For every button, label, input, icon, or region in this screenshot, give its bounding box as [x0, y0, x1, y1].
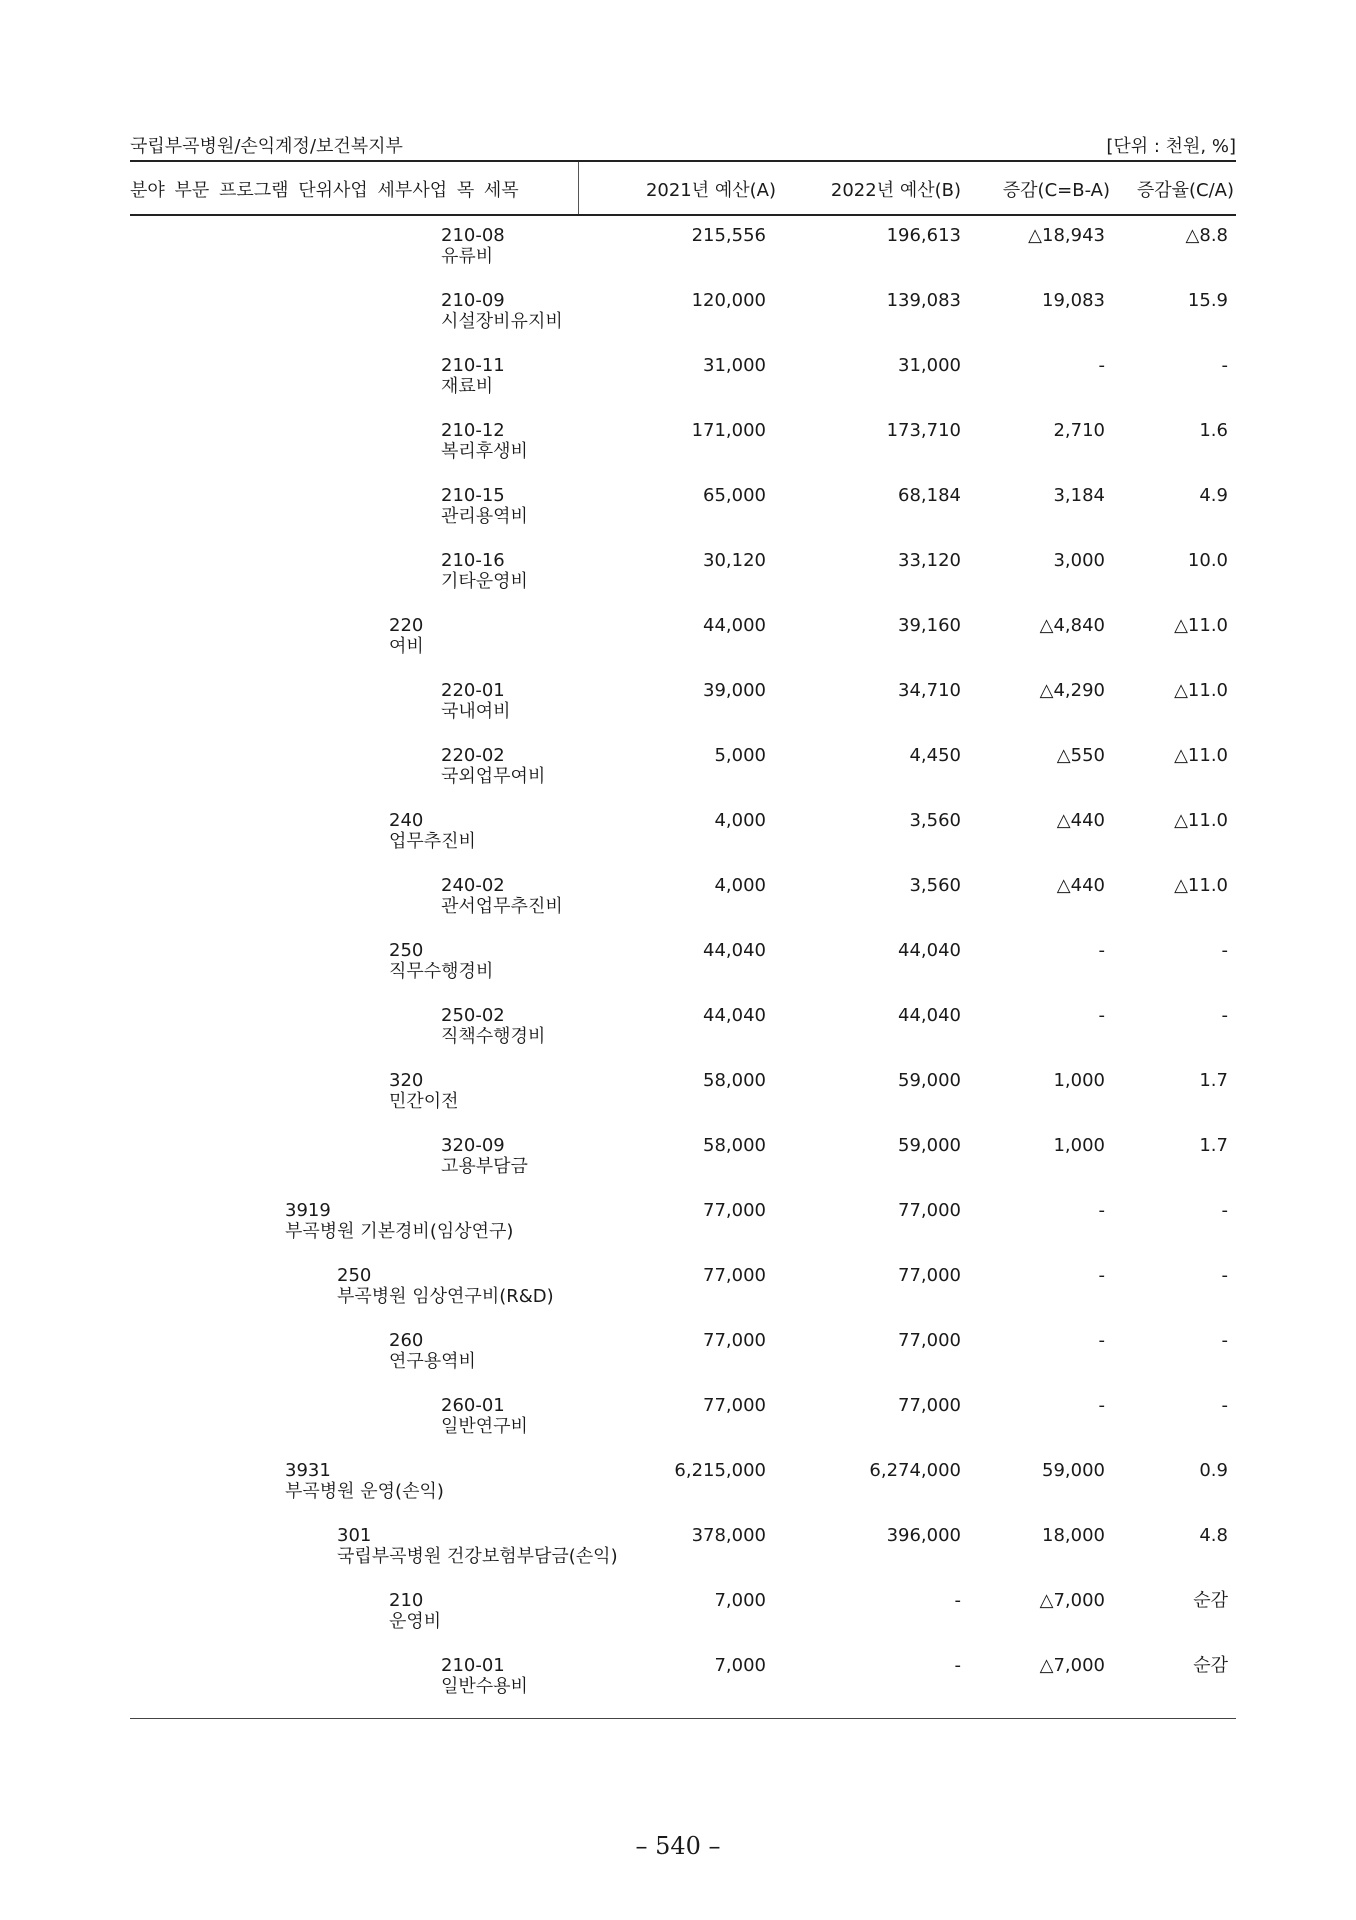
budget-2022-value: 77,000	[898, 1265, 961, 1286]
budget-2022-value: 77,000	[898, 1330, 961, 1351]
change-value: △440	[1056, 875, 1105, 896]
item-name: 유류비	[441, 246, 494, 267]
budget-2021-value: 7,000	[714, 1655, 766, 1676]
item-code: 210-12	[441, 420, 505, 441]
item-name: 부곡병원 임상연구비(R&D)	[337, 1286, 554, 1307]
budget-2022-value: -	[954, 1590, 961, 1611]
column-header-category: 분야 부문 프로그램 단위사업 세부사업 목 세목	[130, 180, 519, 201]
table-row	[130, 1200, 1236, 1265]
budget-2022-value: 31,000	[898, 355, 961, 376]
change-value: -	[1098, 1395, 1105, 1416]
change-rate-value: 1.7	[1199, 1135, 1228, 1156]
item-name: 국내여비	[441, 701, 511, 722]
budget-2021-value: 171,000	[691, 420, 766, 441]
item-code: 220	[389, 615, 424, 636]
item-code: 240	[389, 810, 424, 831]
budget-2021-value: 31,000	[703, 355, 766, 376]
budget-2022-value: 34,710	[898, 680, 961, 701]
item-name: 국립부곡병원 건강보험부담금(손익)	[337, 1546, 618, 1567]
table-row	[130, 1265, 1236, 1330]
change-value: △4,290	[1039, 680, 1105, 701]
budget-2022-value: 139,083	[886, 290, 961, 311]
change-rate-value: -	[1221, 1395, 1228, 1416]
item-code: 3931	[285, 1460, 331, 1481]
change-value: △7,000	[1039, 1655, 1105, 1676]
change-value: 3,000	[1053, 550, 1105, 571]
budget-2022-value: 3,560	[909, 810, 961, 831]
item-name: 복리후생비	[441, 441, 528, 462]
table-row	[130, 485, 1236, 550]
change-rate-value: -	[1221, 355, 1228, 376]
budget-2022-value: 33,120	[898, 550, 961, 571]
budget-item	[441, 875, 563, 917]
table-row	[130, 1590, 1236, 1655]
change-value: -	[1098, 1005, 1105, 1026]
budget-2022-value: 68,184	[898, 485, 961, 506]
budget-2021-value: 5,000	[714, 745, 766, 766]
item-name: 시설장비유지비	[441, 311, 563, 332]
change-rate-value: 순감	[1193, 1590, 1228, 1611]
budget-item	[285, 1200, 513, 1242]
budget-2022-value: 3,560	[909, 875, 961, 896]
budget-2022-value: 6,274,000	[869, 1460, 961, 1481]
change-value: 59,000	[1042, 1460, 1105, 1481]
table-row	[130, 615, 1236, 680]
budget-item	[389, 940, 493, 982]
budget-2021-value: 77,000	[703, 1395, 766, 1416]
item-name: 재료비	[441, 376, 494, 397]
budget-item	[389, 1070, 459, 1112]
item-code: 220-02	[441, 745, 505, 766]
item-code: 260	[389, 1330, 424, 1351]
change-value: -	[1098, 1330, 1105, 1351]
item-code: 210	[389, 1590, 424, 1611]
budget-2022-value: -	[954, 1655, 961, 1676]
change-value: 1,000	[1053, 1070, 1105, 1091]
budget-item	[441, 355, 505, 397]
change-rate-value: 순감	[1193, 1655, 1228, 1676]
change-value: 3,184	[1053, 485, 1105, 506]
change-rate-value: △11.0	[1174, 615, 1228, 636]
budget-2021-value: 44,040	[703, 940, 766, 961]
budget-item	[441, 225, 505, 267]
table-row	[130, 1655, 1236, 1720]
budget-2022-value: 4,450	[909, 745, 961, 766]
page-header	[130, 130, 1236, 160]
budget-2022-value: 59,000	[898, 1135, 961, 1156]
item-code: 210-11	[441, 355, 505, 376]
budget-2022-value: 77,000	[898, 1200, 961, 1221]
budget-table-body	[130, 225, 1236, 1720]
budget-2021-value: 39,000	[703, 680, 766, 701]
change-value: -	[1098, 1265, 1105, 1286]
budget-2021-value: 4,000	[714, 810, 766, 831]
budget-item	[441, 485, 528, 527]
budget-2021-value: 44,040	[703, 1005, 766, 1026]
item-code: 210-08	[441, 225, 505, 246]
page-number: – 540 –	[635, 1832, 721, 1860]
table-row	[130, 1070, 1236, 1135]
item-name: 기타운영비	[441, 571, 528, 592]
budget-item	[389, 810, 476, 852]
table-row	[130, 1525, 1236, 1590]
change-rate-value: △11.0	[1174, 875, 1228, 896]
table-row	[130, 810, 1236, 875]
item-code: 301	[337, 1525, 372, 1546]
item-code: 250	[337, 1265, 372, 1286]
table-row	[130, 875, 1236, 940]
budget-2021-value: 120,000	[691, 290, 766, 311]
budget-2021-value: 4,000	[714, 875, 766, 896]
table-row	[130, 745, 1236, 810]
change-value: 18,000	[1042, 1525, 1105, 1546]
change-value: -	[1098, 940, 1105, 961]
change-rate-value: 1.6	[1199, 420, 1228, 441]
budget-2021-value: 6,215,000	[674, 1460, 766, 1481]
change-value: △18,943	[1028, 225, 1105, 246]
column-header-change-rate: 증감율(C/A)	[1136, 180, 1234, 201]
table-row	[130, 355, 1236, 420]
change-rate-value: -	[1221, 1200, 1228, 1221]
item-name: 운영비	[389, 1611, 442, 1632]
item-name: 업무추진비	[389, 831, 476, 852]
item-name: 부곡병원 기본경비(임상연구)	[285, 1221, 514, 1242]
table-row	[130, 1005, 1236, 1070]
column-divider	[578, 162, 579, 214]
change-value: 19,083	[1042, 290, 1105, 311]
budget-item	[389, 1330, 476, 1372]
item-code: 210-01	[441, 1655, 505, 1676]
change-rate-value: 4.8	[1199, 1525, 1228, 1546]
budget-2021-value: 77,000	[703, 1265, 766, 1286]
change-value: 1,000	[1053, 1135, 1105, 1156]
table-row	[130, 1460, 1236, 1525]
budget-item	[441, 1395, 528, 1437]
budget-2021-value: 215,556	[691, 225, 766, 246]
table-row	[130, 290, 1236, 355]
budget-2021-value: 44,000	[703, 615, 766, 636]
change-rate-value: -	[1221, 940, 1228, 961]
budget-item	[441, 1655, 528, 1697]
agency-path: 국립부곡병원/손익계정/보건복지부	[130, 136, 403, 157]
item-name: 직책수행경비	[441, 1026, 546, 1047]
budget-item	[441, 290, 563, 332]
table-column-header	[130, 162, 1236, 214]
table-row	[130, 680, 1236, 745]
item-code: 260-01	[441, 1395, 505, 1416]
change-rate-value: △11.0	[1174, 810, 1228, 831]
change-rate-value: -	[1221, 1330, 1228, 1351]
item-name: 고용부담금	[441, 1156, 528, 1177]
budget-2022-value: 173,710	[886, 420, 961, 441]
change-value: △7,000	[1039, 1590, 1105, 1611]
item-code: 320	[389, 1070, 424, 1091]
item-name: 국외업무여비	[441, 766, 546, 787]
budget-2021-value: 30,120	[703, 550, 766, 571]
table-bottom-rule	[130, 1718, 1236, 1719]
change-rate-value: 1.7	[1199, 1070, 1228, 1091]
budget-item	[441, 1005, 545, 1047]
column-header-change: 증감(C=B-A)	[1002, 180, 1110, 201]
item-code: 250-02	[441, 1005, 505, 1026]
change-rate-value: 10.0	[1187, 550, 1228, 571]
budget-item	[441, 550, 528, 592]
item-code: 210-16	[441, 550, 505, 571]
budget-2022-value: 196,613	[886, 225, 961, 246]
change-rate-value: △11.0	[1174, 680, 1228, 701]
budget-item	[285, 1460, 444, 1502]
change-value: -	[1098, 355, 1105, 376]
change-rate-value: -	[1221, 1265, 1228, 1286]
change-rate-value: 0.9	[1199, 1460, 1228, 1481]
budget-2021-value: 65,000	[703, 485, 766, 506]
budget-2021-value: 77,000	[703, 1200, 766, 1221]
budget-item	[441, 1135, 528, 1177]
change-rate-value: △11.0	[1174, 745, 1228, 766]
item-code: 320-09	[441, 1135, 505, 1156]
item-name: 일반수용비	[441, 1676, 528, 1697]
item-name: 관서업무추진비	[441, 896, 563, 917]
item-code: 3919	[285, 1200, 331, 1221]
budget-item	[337, 1265, 554, 1307]
column-header-budget-2022: 2022년 예산(B)	[830, 180, 961, 201]
table-row	[130, 940, 1236, 1005]
item-code: 210-09	[441, 290, 505, 311]
budget-2021-value: 378,000	[691, 1525, 766, 1546]
change-value: 2,710	[1053, 420, 1105, 441]
budget-item	[389, 1590, 441, 1632]
table-row	[130, 1330, 1236, 1395]
table-row	[130, 550, 1236, 615]
change-value: △4,840	[1039, 615, 1105, 636]
header-bottom-rule	[130, 214, 1236, 216]
item-code: 240-02	[441, 875, 505, 896]
item-name: 민간이전	[389, 1091, 459, 1112]
change-value: △550	[1056, 745, 1105, 766]
change-rate-value: △8.8	[1185, 225, 1228, 246]
budget-2021-value: 58,000	[703, 1070, 766, 1091]
budget-item	[441, 745, 545, 787]
change-rate-value: 4.9	[1199, 485, 1228, 506]
change-value: -	[1098, 1200, 1105, 1221]
change-rate-value: -	[1221, 1005, 1228, 1026]
table-row	[130, 420, 1236, 485]
item-name: 부곡병원 운영(손익)	[285, 1481, 444, 1502]
budget-item	[337, 1525, 618, 1567]
table-row	[130, 225, 1236, 290]
budget-2021-value: 77,000	[703, 1330, 766, 1351]
budget-2022-value: 44,040	[898, 1005, 961, 1026]
budget-2021-value: 7,000	[714, 1590, 766, 1611]
budget-2022-value: 44,040	[898, 940, 961, 961]
table-row	[130, 1395, 1236, 1460]
item-name: 여비	[389, 636, 424, 657]
budget-item	[389, 615, 424, 657]
item-name: 연구용역비	[389, 1351, 476, 1372]
table-row	[130, 1135, 1236, 1200]
item-code: 250	[389, 940, 424, 961]
item-name: 직무수행경비	[389, 961, 494, 982]
budget-2022-value: 39,160	[898, 615, 961, 636]
unit-label: [단위 : 천원, %]	[1106, 136, 1236, 157]
budget-item	[441, 420, 528, 462]
budget-2022-value: 77,000	[898, 1395, 961, 1416]
budget-item	[441, 680, 511, 722]
budget-2022-value: 396,000	[886, 1525, 961, 1546]
item-code: 220-01	[441, 680, 505, 701]
item-code: 210-15	[441, 485, 505, 506]
change-value: △440	[1056, 810, 1105, 831]
item-name: 관리용역비	[441, 506, 528, 527]
change-rate-value: 15.9	[1187, 290, 1228, 311]
budget-2022-value: 59,000	[898, 1070, 961, 1091]
budget-2021-value: 58,000	[703, 1135, 766, 1156]
item-name: 일반연구비	[441, 1416, 528, 1437]
column-header-budget-2021: 2021년 예산(A)	[645, 180, 776, 201]
